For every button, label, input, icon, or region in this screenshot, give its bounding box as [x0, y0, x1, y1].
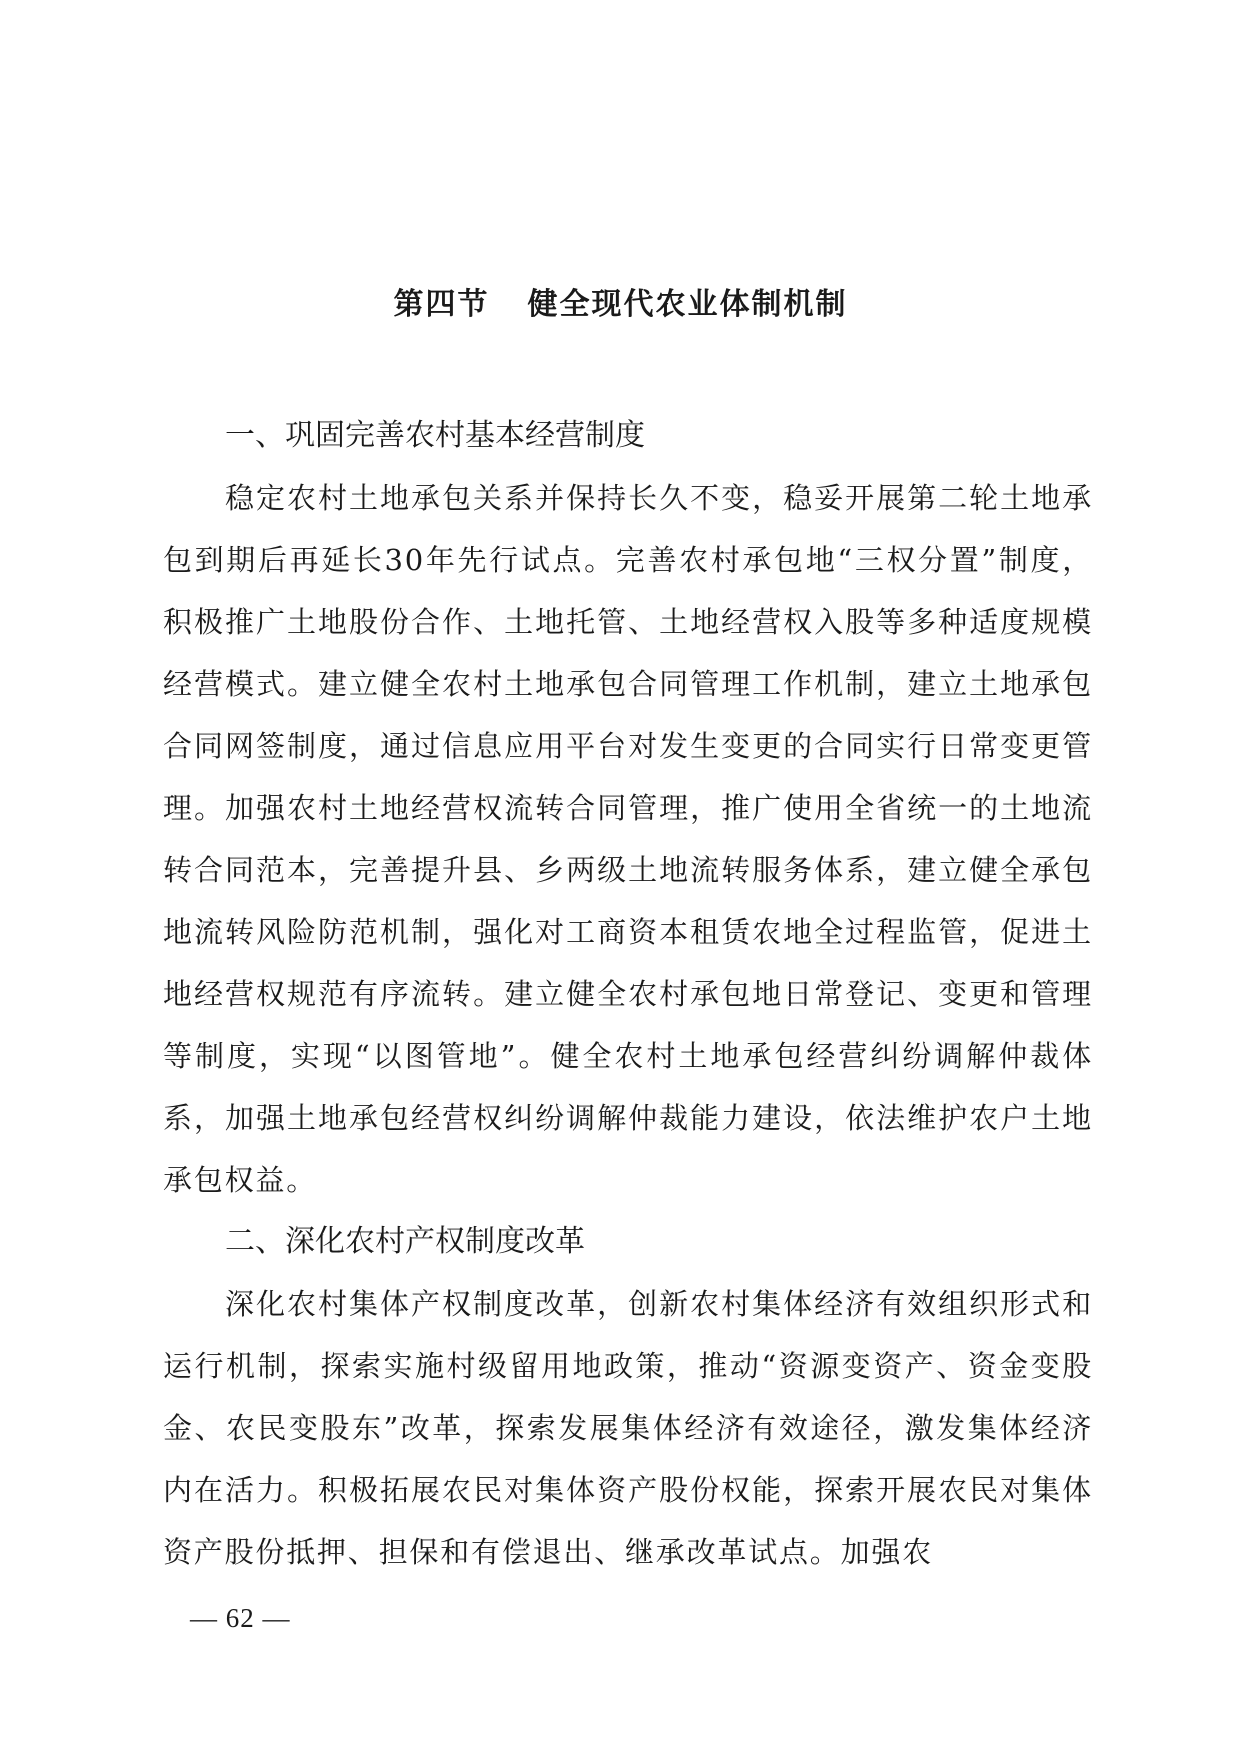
- section-title: [0, 283, 1241, 327]
- subsection-heading-1: 一、巩固完善农村基本经营制度: [225, 418, 645, 453]
- page-number: — 62 —: [190, 1603, 291, 1633]
- body-content: [163, 405, 1093, 1583]
- paragraph-2: 深化农村集体产权制度改革，创新农村集体经济有效组织形式和运行机制，探索实施村级留用地政策，推动“资源变资产、资金变股金、农民变股东”改革，探索发展集体经济有效途径，激发集体经济内在活力。积极拓展农民对集体资产股份权能，探索开展农民对集体资产股份抵押、担保和有偿退出、继承改革试点。加强农: [163, 1287, 1093, 1569]
- subsection-heading-2: 二、深化农村产权制度改革: [225, 1224, 585, 1259]
- section-title-text: 健全现代农业体制机制: [527, 287, 848, 322]
- paragraph-1: 稳定农村土地承包关系并保持长久不变，稳妥开展第二轮土地承包到期后再延长30年先行试点。完善农村承包地“三权分置”制度，积极推广土地股份合作、土地托管、土地经营权入股等多种适度规模经营模式。建立健全农村土地承包合同管理工作机制，建立土地承包合同网签制度，通过信息应用平台对发生变更的合同实行日常变更管理。加强农村土地经营权流转合同管理，推广使用全省统一的土地流转合同范本，完善提升县、乡两级土地流转服务体系，建立健全承包地流转风险防范机制，强化对工商资本租赁农地全过程监管，促进土地经营权规范有序流转。建立健全农村承包地日常登记、变更和管理等制度，实现“以图管地”。健全农村土地承包经营纠纷调解仲裁体系，加强土地承包经营权纠纷调解仲裁能力建设，依法维护农户土地承包权益。: [163, 481, 1093, 1197]
- section-number: 第四节: [393, 287, 490, 322]
